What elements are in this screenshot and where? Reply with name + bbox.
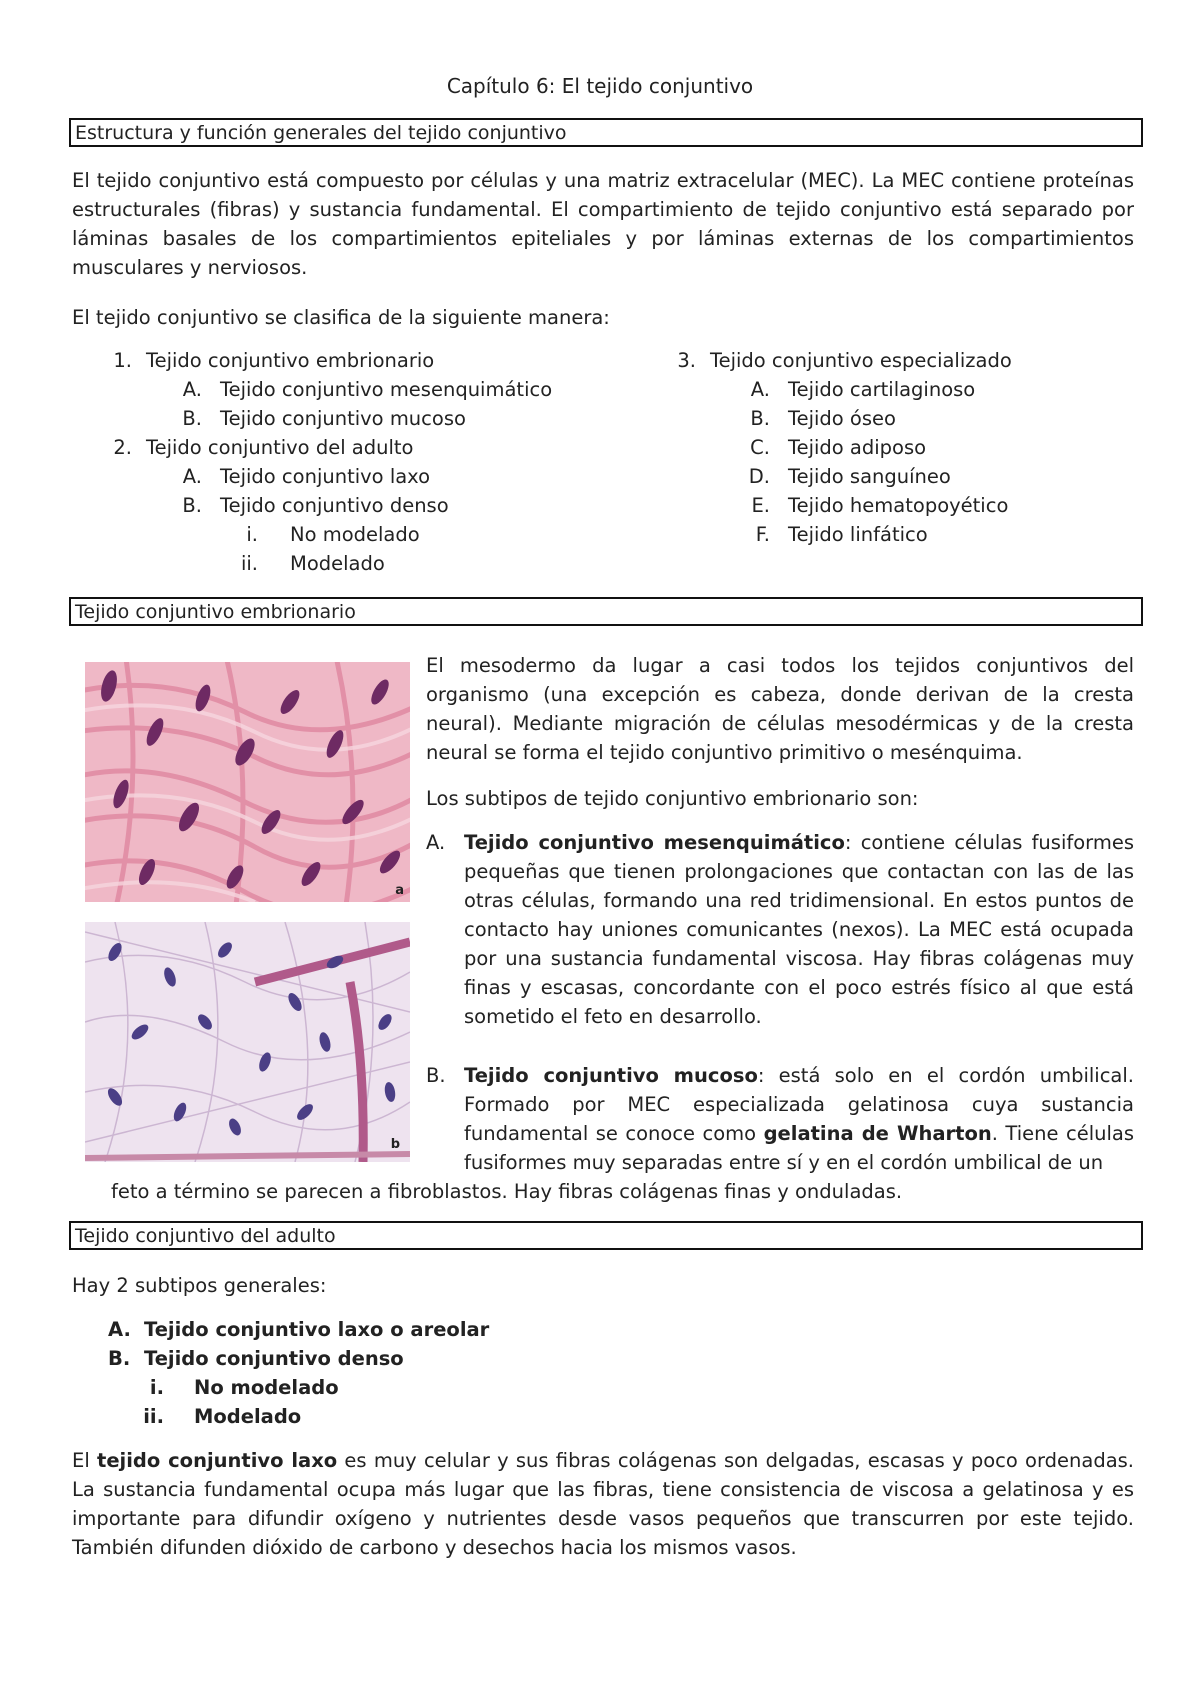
list-marker-b: B. [426,1064,446,1087]
list-item: i. No modelado [246,523,420,546]
paragraph-intro: El tejido conjuntivo está compuesto por células y una matriz extracelular (MEC). La MEC contiene proteínas estructurales (fibras) y sustancia fundamental. El compartimiento de tejido conjuntivo está separado por láminas basales de los compartimientos epiteliales y por láminas externas de los compartimientos musculares y nerviosos. [72,169,1134,279]
list-item: A. Tejido cartilaginoso [750,378,976,401]
list-item: D. Tejido sanguíneo [748,465,951,488]
image-label-a: a [395,883,404,898]
list-item: F. Tejido linfático [755,523,928,546]
list-item: 1. Tejido conjuntivo embrionario [113,349,435,372]
paragraph-subtipos: Los subtipos de tejido conjuntivo embrionario son: [426,787,919,810]
list-item: E. Tejido hematopoyético [751,494,1009,517]
list-item: ii. Modelado [240,552,385,575]
paragraph-mucoso-cont: feto a término se parecen a fibroblastos. Hay fibras colágenas finas y onduladas. [111,1180,903,1203]
paragraph-mesenquimatico: Tejido conjuntivo mesenquimático: contiene células fusiformes pequeñas que tienen prolongaciones que contactan con las de las otras células, formando una red tridimensional. En estos puntos de contacto hay uniones comunicantes (nexos). La MEC está ocupada por una sustancia fundamental viscosa. Hay fibras colágenas muy finas y escasas, concordante con el poco estrés físico al que está sometido el feto en desarrollo. [464,831,1134,1028]
paragraph-subtipos-adulto: Hay 2 subtipos generales: [72,1274,327,1297]
list-item: C. Tejido adiposo [750,436,927,459]
list-item: B. Tejido conjuntivo mucoso [182,407,466,430]
term-mesenquimatico: Tejido conjuntivo mesenquimático [464,831,845,854]
section-heading-adulto: Tejido conjuntivo del adulto [69,1221,1143,1250]
list-item: A. Tejido conjuntivo laxo [182,465,431,488]
list-item: B. Tejido conjuntivo denso [108,1347,404,1370]
section-heading-estructura: Estructura y función generales del tejido conjuntivo [69,118,1143,147]
list-item: A. Tejido conjuntivo laxo o areolar [108,1318,490,1341]
list-item: B. Tejido conjuntivo denso [182,494,449,517]
image-label-b: b [390,1137,400,1152]
paragraph-clasificacion: El tejido conjuntivo se clasifica de la siguiente manera: [72,306,610,329]
paragraph-laxo: El tejido conjuntivo laxo es muy celular y sus fibras colágenas son delgadas, escasas y poco ordenadas. La sustancia fundamental ocupa más lugar que las fibras, tiene consistencia de viscosa a gelatinosa y es importante para difundir oxígeno y nutrientes desde vasos pequeños que transcurren por este tejido. También difunden dióxido de carbono y desechos hacia los mismos vasos. [72,1449,1135,1559]
list-marker-a: A. [426,831,446,854]
list-item: i. No modelado [149,1376,339,1399]
list-item: 2. Tejido conjuntivo del adulto [113,436,414,459]
term-wharton: gelatina de Wharton [763,1122,992,1145]
list-item: 3. Tejido conjuntivo especializado [677,349,1012,372]
list-item: A. Tejido conjuntivo mesenquimático [182,378,553,401]
section-heading-embrionario: Tejido conjuntivo embrionario [69,597,1143,626]
list-item: B. Tejido óseo [750,407,896,430]
paragraph-mesodermo: El mesodermo da lugar a casi todos los tejidos conjuntivos del organismo (una excepción es cabeza, donde derivan de la cresta neural). Mediante migración de células mesodérmicas y de la cresta neural se forma el tejido conjuntivo primitivo o mesénquima. [426,654,1134,764]
paragraph-mucoso: Tejido conjuntivo mucoso: está solo en el cordón umbilical. Formado por MEC especializada gelatinosa cuya sustancia fundamental se conoce como gelatina de Wharton. Tiene células fusiformes muy separadas entre sí y en el cordón umbilical de un [464,1064,1135,1174]
term-mucoso: Tejido conjuntivo mucoso [464,1064,758,1087]
page-title: Capítulo 6: El tejido conjuntivo [446,74,754,98]
term-laxo: tejido conjuntivo laxo [97,1449,338,1472]
list-item: ii. Modelado [143,1405,302,1428]
histology-image-mucoso [85,922,410,1162]
histology-image-mesenquimatico [85,662,410,902]
